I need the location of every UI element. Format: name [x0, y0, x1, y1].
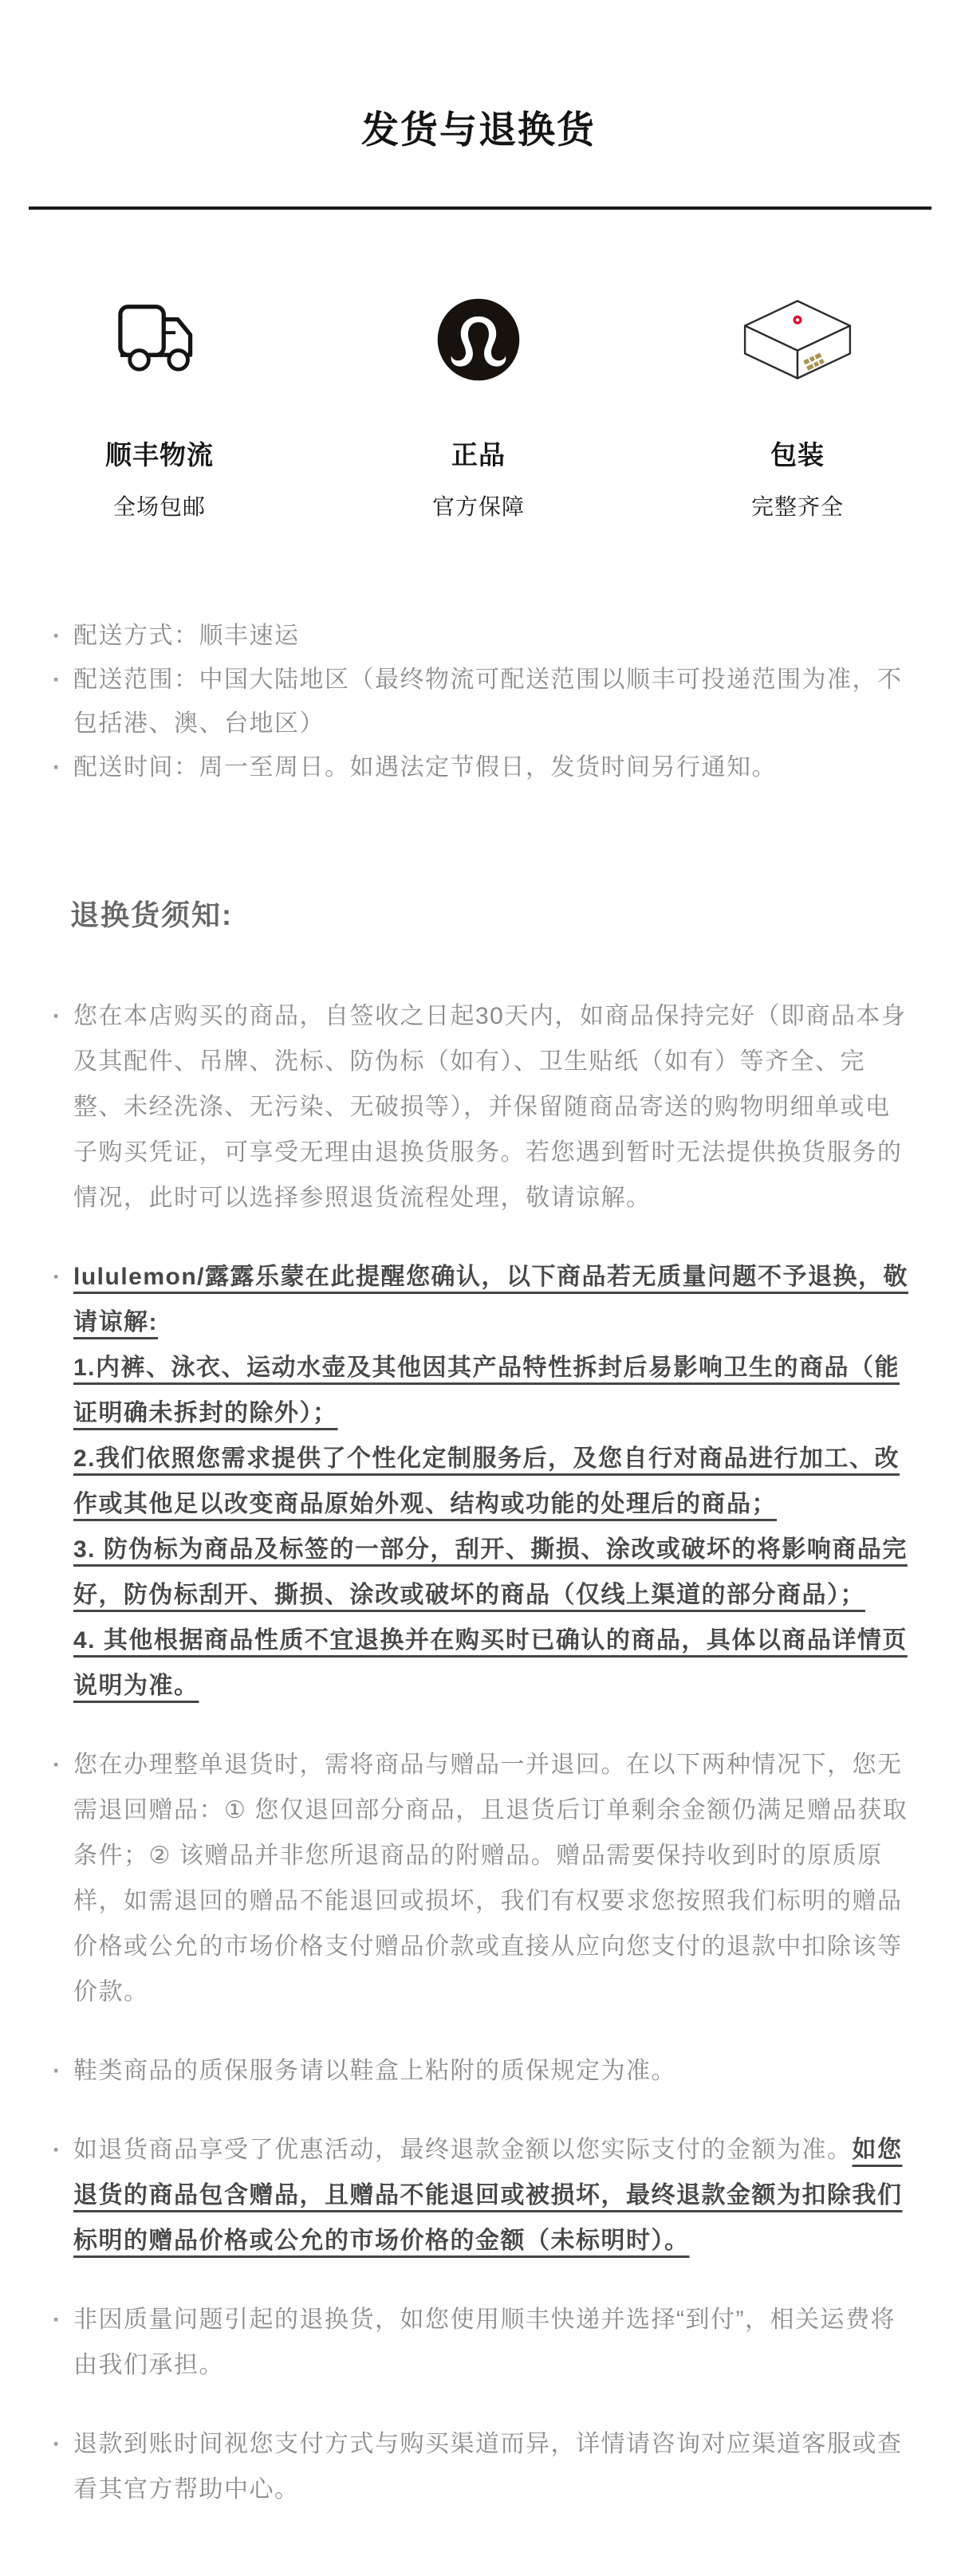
shipping-note-item: · 配送时间：周一至周日。如遇法定节假日，发货时间另行通知。 [53, 745, 911, 789]
feature-subtitle: 官方保障 [431, 494, 525, 520]
feature-shipping [0, 293, 319, 521]
return-note-emphasis: 如您退货的商品包含赠品，且赠品不能退回或被损坏，最终退款金额为扣除我们标明的赠品价格或公允的市场价格的金额（未标明时）。 [73, 2137, 903, 2255]
feature-authentic [319, 293, 638, 521]
return-note-emphasis: 3. 防伪标为商品及标签的一部分，刮开、撕损、涂改或破坏的将影响商品完好，防伪标刮开、撕损、涂改或破坏的商品（仅线上渠道的部分商品）； [73, 1536, 908, 1609]
feature-title: 正品 [451, 440, 506, 470]
return-note-item [53, 2421, 911, 2512]
lululemon-logo [319, 293, 638, 387]
feature-subtitle: 完整齐全 [750, 494, 844, 520]
return-note-item [53, 1742, 911, 2015]
returns-heading: 退换货须知: [70, 899, 233, 932]
return-note-emphasis: 4. 其他根据商品性质不宜退换并在购买时已确认的商品，具体以商品详情页说明为准。 [73, 1627, 908, 1700]
return-note-emphasis: 2.我们依照您需求提供了个性化定制服务后，及您自行对商品进行加工、改作或其他足以改变商品原始外观、结构或功能的处理后的商品； [73, 1445, 900, 1518]
return-notes [0, 993, 957, 2576]
return-note-text: 您在办理整单退货时，需将商品与赠品一并退回。在以下两种情况下，您无需退回赠品：① 您仅退回部分商品，且退货后订单剩余金额仍满足赠品获取条件；② 该赠品并非您所退商品的附赠品。赠品需要保持收到时的原质原样，如需退回的赠品不能退回或损坏，我们有权要求您按照我们标明的赠品价格或公允的市场价格支付赠品价款或直接从应向您支付的退款中扣除该等价款。 [73, 1752, 908, 2006]
return-note-emphasis: lululemon/露露乐蒙在此提醒您确认，以下商品若无质量问题不予退换，敬请谅解: [73, 1264, 908, 1336]
shipping-note-item: · 配送方式：顺丰速运 [53, 614, 911, 658]
return-note-text: 您在本店购买的商品，自签收之日起30天内，如商品保持完好（即商品本身及其配件、吊牌、洗标、防伪标（如有）、卫生贴纸（如有）等齐全、完整、未经洗涤、无污染、无破损等），并保留随商品寄送的购物明细单或电子购买凭证，可享受无理由退换货服务。若您遇到暂时无法提供换货服务的情况，此时可以选择参照退货流程处理，敬请谅解。 [73, 1003, 907, 1212]
return-note-item [53, 993, 911, 1221]
shipping-note-item: · 配送范围：中国大陆地区（最终物流可配送范围以顺丰可投递范围为准，不包括港、澳、台地区） [53, 658, 911, 745]
return-note-emphasis: 1.内裤、泳衣、运动水壶及其他因其产品特性拆封后易影响卫生的商品（能证明确未拆封的除外）； [73, 1355, 900, 1427]
truck-icon [0, 293, 319, 387]
return-note-text: 鞋类商品的质保服务请以鞋盒上粘附的质保规定为准。 [73, 2058, 676, 2085]
feature-subtitle: 全场包邮 [112, 494, 206, 520]
return-note-item [53, 1254, 911, 1709]
feature-title: 包装 [770, 440, 825, 470]
divider-line [29, 206, 931, 210]
feature-row [0, 293, 957, 521]
feature-packaging [638, 293, 957, 521]
return-note-item [53, 2127, 911, 2263]
return-note-text: 非因质量问题引起的退换货，如您使用顺丰快递并选择“到付”，相关运费将由我们承担。 [73, 2307, 896, 2379]
return-note-item [53, 2297, 911, 2388]
return-note-item [53, 2048, 911, 2094]
package-icon [638, 293, 957, 387]
shipping-notes [0, 614, 957, 789]
feature-title: 顺丰物流 [105, 440, 214, 470]
page-title: 发货与退换货 [361, 108, 596, 151]
return-note-text: 退款到账时间视您支付方式与购买渠道而异，详情请咨询对应渠道客服或查看其官方帮助中心。 [73, 2431, 903, 2503]
return-note-text: 如退货商品享受了优惠活动，最终退款金额以您实际支付的金额为准。 [73, 2137, 853, 2164]
